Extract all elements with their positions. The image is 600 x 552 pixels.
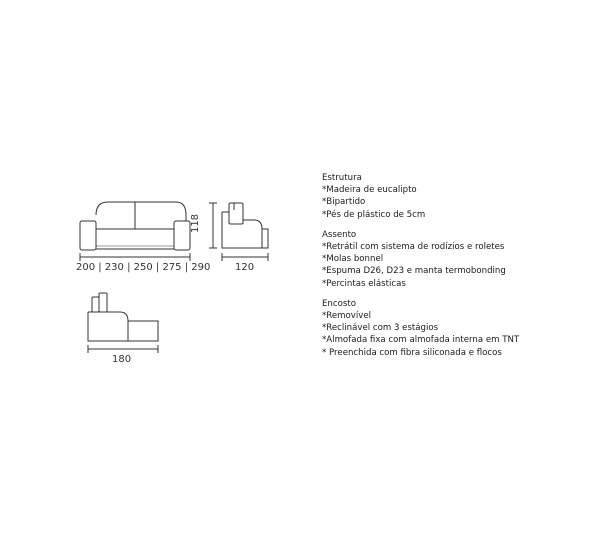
spec-item: *Espuma D26, D23 e manta termobonding <box>322 266 506 277</box>
side-height-label: 118 <box>190 213 202 234</box>
reclined-depth-label: 180 <box>112 354 132 365</box>
sofa-side-view <box>222 203 268 248</box>
spec-item: *Molas bonnel <box>322 254 384 265</box>
front-width-dimension <box>80 253 190 261</box>
spec-item: * Preenchida com fibra siliconada e flocos <box>322 347 502 358</box>
spec-item: *Madeira de eucalipto <box>322 185 417 196</box>
spec-section-estrutura <box>322 172 592 221</box>
spec-heading: Encosto <box>322 298 356 309</box>
spec-item: *Retrátil com sistema de rodízios e roletes <box>322 242 505 253</box>
spec-section-encosto <box>322 298 592 359</box>
spec-item: *Bipartido <box>322 197 366 208</box>
spec-heading: Assento <box>322 229 357 240</box>
sofa-front-view <box>80 202 190 250</box>
side-height-dimension <box>209 203 217 248</box>
spec-section-assento <box>322 229 592 290</box>
spec-list <box>322 172 592 367</box>
spec-item: *Percintas elásticas <box>322 278 406 289</box>
front-width-label: 200 | 230 | 250 | 275 | 290 <box>76 262 211 273</box>
side-depth-label: 120 <box>235 262 255 273</box>
side-depth-dimension <box>222 253 268 261</box>
spec-heading: Estrutura <box>322 173 362 183</box>
spec-item: *Reclinável com 3 estágios <box>322 323 439 334</box>
spec-item: *Almofada fixa com almofada interna em TNT <box>322 335 520 346</box>
reclined-depth-dimension <box>88 345 158 353</box>
sofa-reclined-view <box>88 293 158 341</box>
spec-item: *Removível <box>322 311 372 322</box>
spec-item: *Pés de plástico de 5cm <box>322 209 426 220</box>
